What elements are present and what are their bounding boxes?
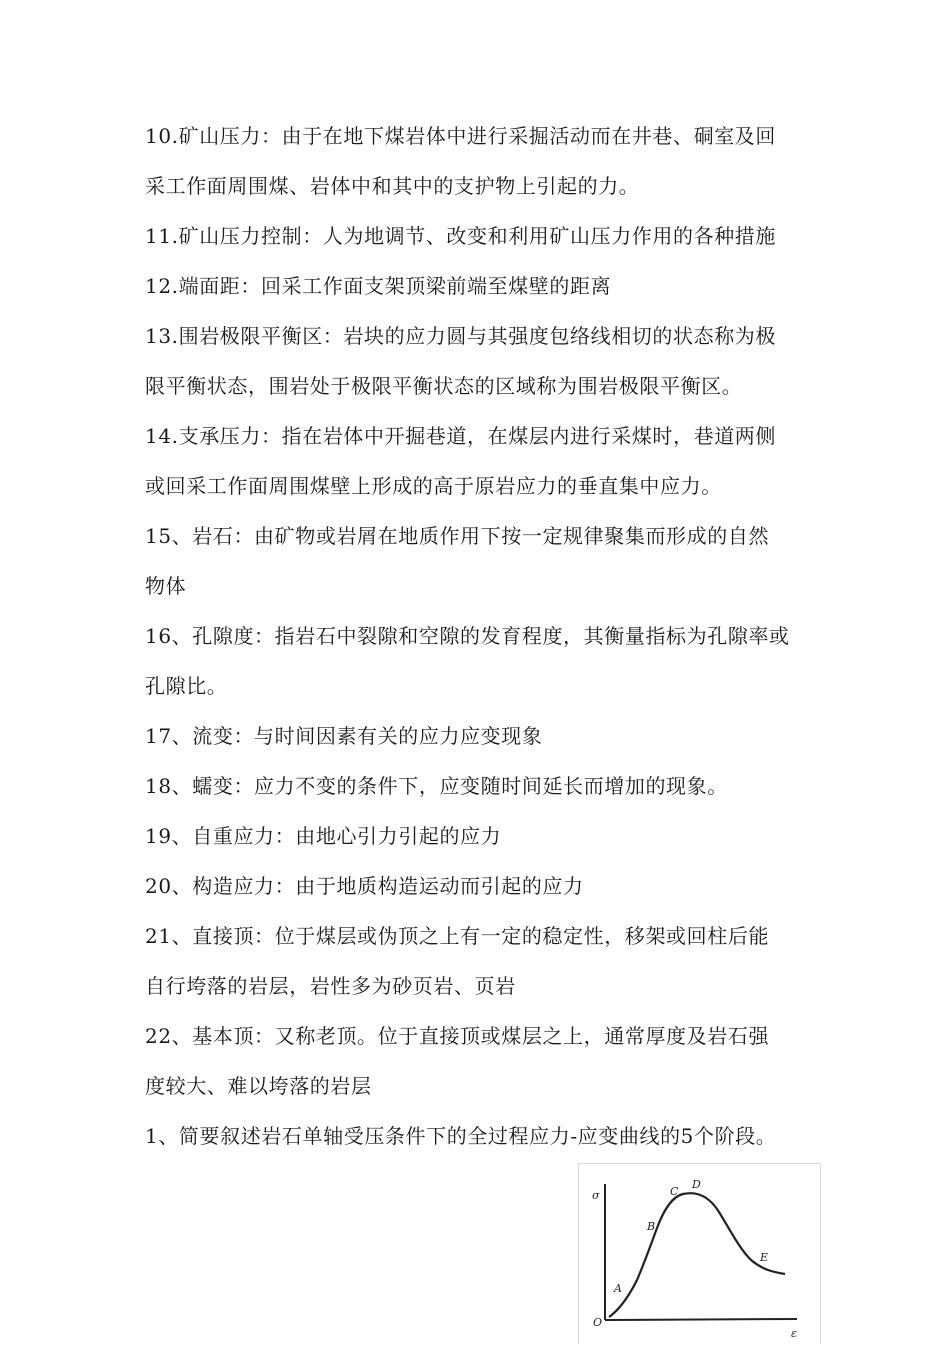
- point-label-d: D: [692, 1178, 701, 1191]
- text-line: 22、基本顶：又称老顶。位于直接顶或煤层之上，通常厚度及岩石强: [145, 1024, 770, 1048]
- text-line: 20、构造应力：由于地质构造运动而引起的应力: [145, 874, 584, 898]
- x-axis-label: ε: [791, 1327, 797, 1340]
- text-line: 孔隙比。: [145, 674, 228, 698]
- text-line: 度较大、难以垮落的岩层: [145, 1074, 372, 1098]
- text-line: 19、自重应力：由地心引力引起的应力: [145, 824, 502, 848]
- text-line: 11.矿山压力控制：人为地调节、改变和利用矿山压力作用的各种措施: [145, 224, 777, 248]
- text-line: 17、流变：与时间因素有关的应力应变现象: [145, 724, 543, 748]
- text-line: 21、直接顶：位于煤层或伪顶之上有一定的稳定性，移架或回柱后能: [145, 924, 770, 948]
- y-axis-label: σ: [592, 1189, 600, 1202]
- point-label-b: B: [647, 1220, 656, 1233]
- text-line: 或回采工作面周围煤壁上形成的高于原岩应力的垂直集中应力。: [145, 474, 722, 498]
- point-label-e: E: [760, 1251, 769, 1264]
- text-line: 物体: [145, 574, 187, 598]
- origin-label: O: [593, 1316, 603, 1329]
- text-line: 15、岩石：由矿物或岩屑在地质作用下按一定规律聚集而形成的自然: [145, 524, 770, 548]
- text-line: 13.围岩极限平衡区：岩块的应力圆与其强度包络线相切的状态称为极: [145, 324, 777, 348]
- x-axis: [605, 1319, 797, 1320]
- text-line: 采工作面周围煤、岩体中和其中的支护物上引起的力。: [145, 174, 640, 198]
- text-line: 18、蠕变：应力不变的条件下，应变随时间延长而增加的现象。: [145, 774, 728, 798]
- text-line: 自行垮落的岩层，岩性多为砂页岩、页岩: [145, 974, 516, 998]
- point-label-c: C: [670, 1185, 679, 1198]
- stress-strain-diagram: [579, 1164, 822, 1345]
- text-line: 10.矿山压力：由于在地下煤岩体中进行采掘活动而在井巷、硐室及回: [145, 124, 777, 148]
- point-label-a: A: [614, 1282, 622, 1295]
- text-line: 1、简要叙述岩石单轴受压条件下的全过程应力-应变曲线的5个阶段。: [145, 1124, 777, 1148]
- text-line: 12.端面距：回采工作面支架顶梁前端至煤壁的距离: [145, 274, 612, 298]
- text-line: 16、孔隙度：指岩石中裂隙和空隙的发育程度，其衡量指标为孔隙率或: [145, 624, 790, 648]
- stress-strain-figure: [578, 1163, 821, 1344]
- stress-strain-curve: [609, 1193, 785, 1317]
- text-line: 14.支承压力：指在岩体中开掘巷道，在煤层内进行采煤时，巷道两侧: [145, 424, 777, 448]
- text-line: 限平衡状态，围岩处于极限平衡状态的区域称为围岩极限平衡区。: [145, 374, 743, 398]
